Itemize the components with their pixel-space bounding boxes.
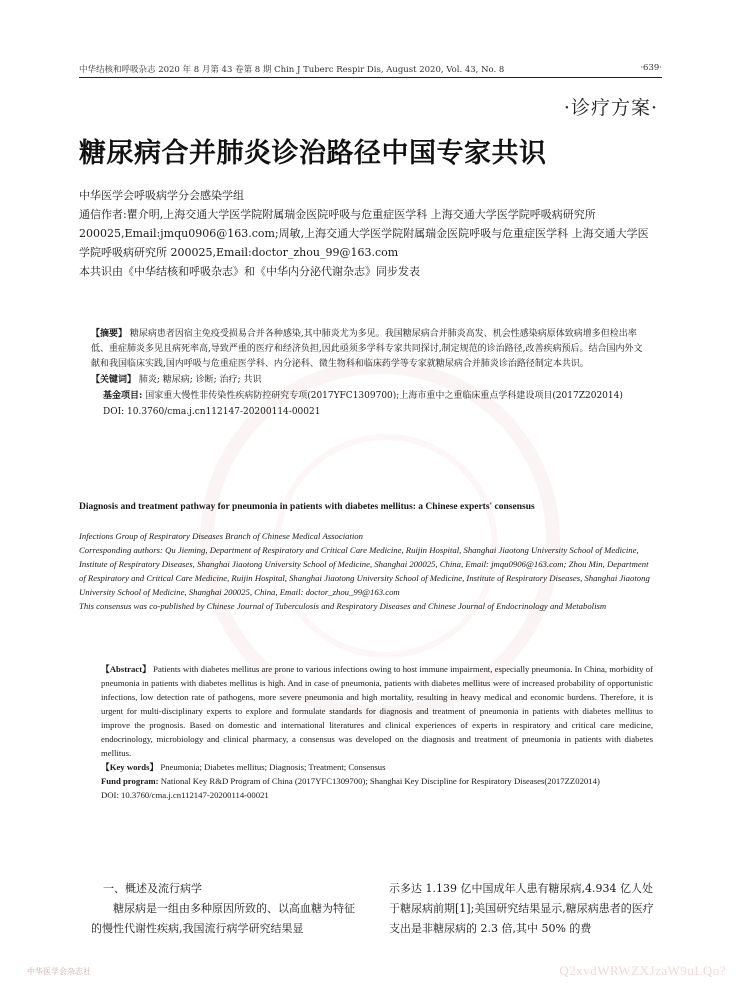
- en-front-matter: [79, 529, 653, 613]
- cn-abstract-block: [91, 327, 651, 420]
- cn-fund: [91, 389, 651, 404]
- en-abstract: [79, 662, 653, 760]
- body-column-left: [91, 879, 364, 939]
- cn-abstract-text: 糖尿病患者因宿主免疫受损易合并各种感染,其中肺炎尤为多见。我国糖尿病合并肺炎高发、机会性感染病原体致病增多但检出率低、重症肺炎多见且病死率高,导致严重的医疗和经济负担,因此亟须多学科专家共同探讨,制定规范的诊治路径,改善疾病预后。结合国内外文献和我国临床实践,国内呼吸与危重症医学科、内分泌科、微生物科和临床药学等专家就糖尿病合并肺炎诊治路径制定本共识。: [91, 329, 643, 369]
- en-doi[interactable]: DOI: 10.3760/cma.j.cn112147-20200114-00021: [101, 790, 269, 800]
- en-author-group: Infections Group of Respiratory Diseases Branch of Chinese Medical Association: [79, 531, 363, 541]
- column-tag: ·诊疗方案·: [563, 97, 658, 119]
- en-fund: [79, 774, 653, 788]
- body-paragraph: [91, 899, 364, 939]
- body-paragraph-text: 糖尿病是一组由多种原因所致的、以高血糖为特征的慢性代谢性疾病,我国流行病学研究结果显: [91, 902, 355, 935]
- cn-corresponding-authors: 通信作者:瞿介明,上海交通大学医学院附属瑞金医院呼吸与危重症医学科 上海交通大学医学院呼吸病研究所 200025,Email:jmqu0906@163.com;周敏,上海交通大学医学院附属瑞金医院呼吸与危重症医学科 上海交通大学医学院呼吸病研究所 200025,Email:doctor_zhou_99@163.com: [79, 208, 649, 259]
- article-title: 糖尿病合并肺炎诊治路径中国专家共识: [79, 138, 547, 169]
- body-column-right: [389, 879, 663, 939]
- en-keywords: [79, 760, 653, 774]
- en-abstract-text: Patients with diabetes mellitus are prone to various infections owing to host immune impairment, especially pneumonia. In China, morbidity of pneumonia in patients with diabetes mellitus is high. And in case of pneumonia, patients with diabetes mellitus were of increased probability of opportunistic infections, low detection rate of pathogens, more severe pneumonia and high mortality, resulting in heavy medical and economic burdens. Therefore, it is urgent for multi-disciplinary experts to explore and formulate standards for diagnosis and treatment of pneumonia in patients with diabetes mellitus to improve the prognosis. Based on domestic and international literatures and clinical experiences of experts in respiratory and critical care medicine, endocrinology, microbiology and clinical pharmacy, a consensus was developed on the diagnosis and treatment of pneumonia in patients with diabetes mellitus.: [101, 664, 653, 758]
- en-corresponding-authors: Corresponding authors: Qu Jieming, Department of Respiratory and Critical Care Medicine, Ruijin Hospital, Shanghai Jiaotong University School of Medicine, Institute of Respiratory Diseases, Shanghai Jiaotong University School of Medicine, Shanghai 200025, China, Email: jmqu0906@163.com; Zhou Min, Department of Respiratory and Critical Care Medicine, Ruijin Hospital, Shanghai Jiaotong University School of Medicine, Institute of Respiratory Diseases, Shanghai Jiaotong University School of Medicine, Shanghai 200025, China, Email: doctor_zhou_99@163.com: [79, 545, 650, 597]
- running-header-journal: 中华结核和呼吸杂志 2020 年 8 月第 43 卷第 8 期 Chin J Tuberc Respir Dis, August 2020, Vol. 43, No. 8: [79, 65, 505, 75]
- cn-fund-text: 国家重大慢性非传染性疾病防控研究专项(2017YFC1309700);上海市重中之重临床重点学科建设项目(2017Z202014): [145, 391, 623, 401]
- en-fund-label: Fund program:: [101, 776, 159, 786]
- header-rule: [79, 77, 662, 78]
- cn-keywords-text: 肺炎; 糖尿病; 诊断; 治疗; 共识: [138, 375, 262, 385]
- en-abstract-label: 【Abstract】: [101, 664, 151, 674]
- cn-copublish-note: 本共识由《中华结核和呼吸杂志》和《中华内分泌代谢杂志》同步发表: [79, 265, 420, 278]
- cn-doi[interactable]: DOI: 10.3760/cma.j.cn112147-20200114-00021: [103, 407, 321, 417]
- publisher-logo: 中华医学会杂志社: [27, 967, 91, 976]
- cn-fund-label: 基金项目:: [103, 391, 143, 401]
- cn-keywords: [91, 373, 651, 388]
- body-paragraph-continued: 示多达 1.139 亿中国成年人患有糖尿病,4.934 亿人处于糖尿病前期[1];美国研究结果显示,糖尿病患者的医疗支出是非糖尿病的 2.3 倍,其中 50% 的费: [389, 882, 654, 935]
- cn-front-matter: [79, 186, 655, 281]
- cn-keywords-label: 【关键词】: [91, 375, 137, 385]
- en-keywords-text: Pneumonia; Diabetes mellitus; Diagnosis; Treatment; Consensus: [160, 762, 386, 772]
- en-abstract-block: [79, 662, 653, 802]
- page-number: ·639·: [640, 63, 662, 73]
- en-title: Diagnosis and treatment pathway for pneumonia in patients with diabetes mellitus: a Chinese experts' consensus: [79, 502, 535, 512]
- cn-abstract: [91, 327, 651, 372]
- en-fund-text: National Key R&D Program of China (2017YFC1309700); Shanghai Key Discipline for Respiratory Diseases(2017ZZ02014): [160, 776, 600, 786]
- watermark-code: Q2xvdWRWZXJzaW9uLQo?: [559, 963, 726, 978]
- cn-abstract-label: 【摘要】: [91, 329, 128, 339]
- section-heading: 一、概述及流行病学: [103, 882, 202, 895]
- en-keywords-label: 【Key words】: [101, 762, 159, 772]
- cn-author-group: 中华医学会呼吸病学分会感染学组: [79, 189, 244, 202]
- en-copublish-note: This consensus was co-published by Chinese Journal of Tuberculosis and Respiratory Diseases and Chinese Journal of Endocrinology and Metabolism: [79, 601, 607, 611]
